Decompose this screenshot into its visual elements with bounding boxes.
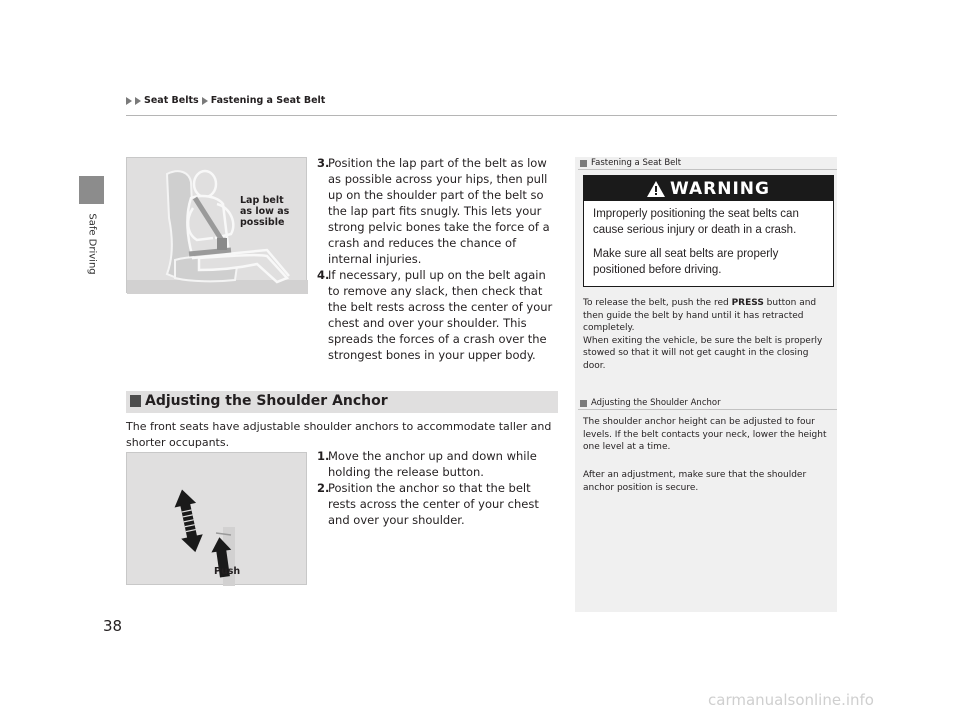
header-rule — [126, 115, 837, 116]
step-item: 3. Position the lap part of the belt as low as possible across your hips, then pull up on the shoulder part of the belt so the lap part fits snugly. This lets your strong pelvic bones take the force of a crash and reduces the chance of internal injuries. — [317, 156, 550, 266]
section-intro: The front seats have adjustable shoulder anchors to accommodate taller and shorter occupants. — [126, 420, 552, 449]
anchor-height-note: The shoulder anchor height can be adjusted to four levels. If the belt contacts your neck, lower the height one level at a time. — [583, 417, 827, 452]
warning-text-1: Improperly positioning the seat belts can cause serious injury or death in a crash. — [593, 208, 799, 236]
warning-box — [583, 175, 834, 287]
section-tab-label: Safe Driving — [86, 213, 98, 275]
breadcrumb-arrow-icon — [202, 97, 208, 105]
warning-text-2: Make sure all seat belts are properly positioned before driving. — [593, 248, 779, 276]
breadcrumb-link-seat-belts[interactable]: Seat Belts — [144, 95, 199, 106]
warning-title: WARNING — [670, 178, 770, 199]
page-number: 38 — [103, 617, 123, 635]
breadcrumb-current: Fastening a Seat Belt — [210, 95, 326, 106]
lap-belt-illustration — [126, 157, 307, 293]
fastening-steps — [317, 155, 560, 363]
section-heading-bar — [126, 391, 558, 413]
note-rule — [578, 409, 837, 410]
push-callout: Push — [214, 566, 241, 577]
note-marker-icon — [580, 160, 587, 167]
breadcrumb-arrow-icon — [135, 97, 141, 105]
section-square-icon — [130, 395, 141, 407]
anchor-secure-note: After an adjustment, make sure that the shoulder anchor position is secure. — [583, 470, 807, 493]
note-rule — [578, 169, 837, 170]
lap-belt-callout: Lap belt as low as possible — [240, 195, 290, 228]
section-tab-marker — [79, 176, 104, 204]
anchor-steps — [317, 448, 560, 528]
note-marker-icon — [580, 400, 587, 407]
breadcrumb-arrow-icon — [126, 97, 132, 105]
note-heading-anchor: Adjusting the Shoulder Anchor — [580, 398, 721, 408]
watermark: carmanualsonline.info — [708, 691, 874, 709]
step-item: 1. Move the anchor up and down while holding the release button. — [317, 449, 537, 479]
note-heading-fastening: Fastening a Seat Belt — [580, 158, 681, 168]
release-belt-note: To release the belt, push the red PRESS button and then guide the belt by hand until it has retracted completely. When exiting the vehicle, be sure the belt is properly stowed so that it will not get caught in the closing door. — [583, 298, 823, 371]
shoulder-anchor-illustration — [126, 452, 307, 585]
step-item: 2. Position the anchor so that the belt rests across the center of your chest and over your shoulder. — [317, 481, 539, 527]
warning-triangle-icon — [647, 181, 665, 197]
section-title: Adjusting the Shoulder Anchor — [145, 393, 388, 409]
step-item: 4. If necessary, pull up on the belt again to remove any slack, then check that the belt rests across the center of your chest and over your shoulder. This spreads the forces of a crash over the strongest bones in your upper body. — [317, 268, 553, 362]
breadcrumb — [126, 95, 325, 106]
warning-header — [584, 176, 833, 201]
